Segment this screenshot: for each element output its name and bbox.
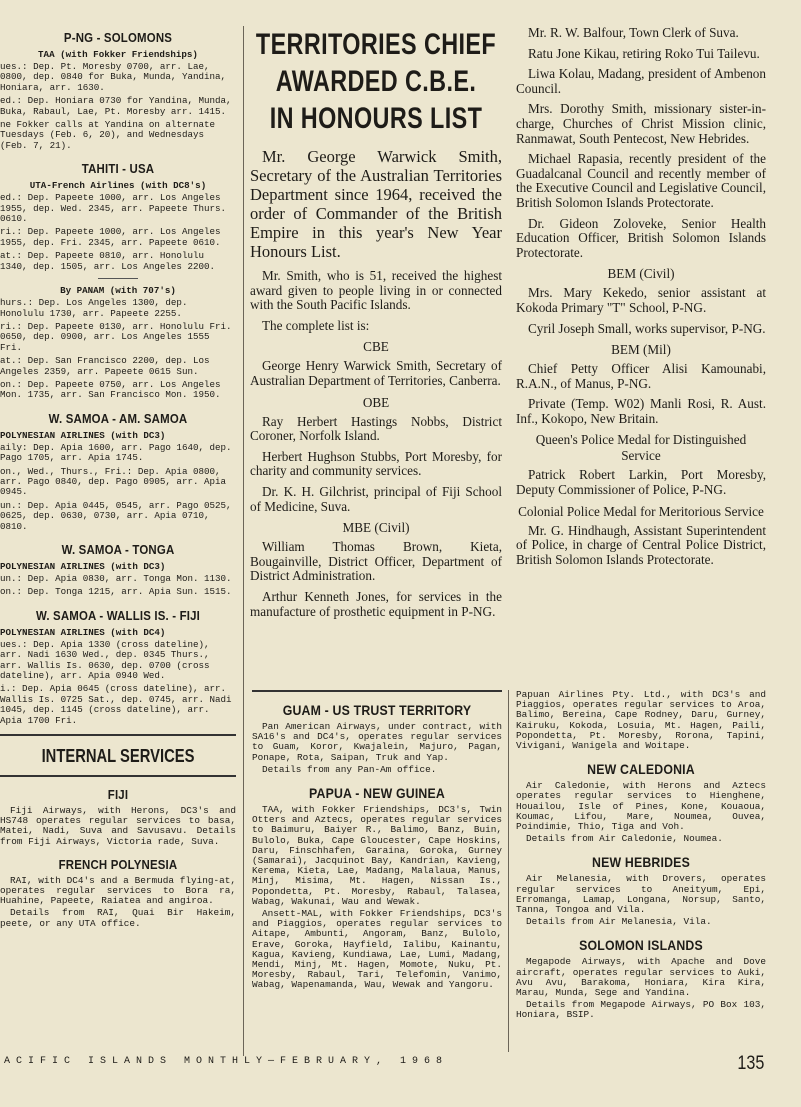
honour-entry: Michael Rapasia, recently president of the Guadalcanal Council and recently member of the Executive Council and Legislative Council, British Solomon Islands Protectorate.	[516, 151, 766, 210]
article-paragraph: Mr. Smith, who is 51, received the highest award given to people living in or connected with the South Pacific Islands.	[250, 268, 502, 313]
divider	[98, 278, 138, 279]
honour-entry: Chief Petty Officer Alisi Kamounabi, R.A.N., of Manus, P-NG.	[516, 361, 766, 391]
section-title-papua-new-guinea: PAPUA - NEW GUINEA	[309, 785, 445, 802]
honour-entry: Ratu Jone Kikau, retiring Roko Tui Tailevu.	[528, 45, 760, 61]
section-title-w-samoa-tonga: W. SAMOA - TONGA	[61, 542, 175, 557]
schedule-line: ed.: Dep. Papeete 1000, arr. Los Angeles 1955, dep. Wed. 2345, arr. Papeete Thurs. 0610.	[0, 192, 232, 225]
section-title-new-caledonia: NEW CALEDONIA	[587, 761, 695, 778]
running-footer: ACIFIC ISLANDS MONTHLY—FEBRUARY, 1968	[4, 1056, 449, 1067]
service-paragraph: Details from Air Melanesia, Vila.	[526, 916, 712, 928]
headline-line: TERRITORIES CHIEF	[255, 28, 497, 61]
service-paragraph: RAI, with DC4's and a Bermuda flying-at, operates regular services to Bora ra, Huahine, Papeete, Raiatea and angiroa.	[0, 874, 236, 907]
column-divider-bottom	[508, 690, 509, 1052]
service-paragraph: Ansett-MAL, with Fokker Friendships, DC3's and Piaggios, operates regular services to Aitape, Ambunti, Angoram, Banz, Bulolo, Erave, Goroka, Hayfield, Ialibu, Kainantu, Kagua, Kavieng, Kundiawa, Lae, Lumi, Madang, Mendi, Minj, Mt. Hagen, Momote, Nuku, Pt. Moresby, Rabaul, Tari, Telefomin, Vanimo, Wabag, Wapenamanda, Wau, Wewak and Yangoru.	[252, 908, 502, 991]
section-title-french-polynesia: FRENCH POLYNESIA	[58, 856, 178, 872]
service-paragraph: Pan American Airways, under contract, with SA16's and DC4's, operates regular services to Guam, Koror, Kwajalein, Majuro, Pagan, Ponape, Rota, Saipan, Truk and Yap.	[252, 721, 502, 763]
award-heading-mbe: MBE (Civil)	[342, 520, 410, 536]
rule	[0, 775, 236, 777]
honour-entry: Mrs. Mary Kekedo, senior assistant at Kokoda Primary "T" School, P-NG.	[516, 285, 766, 315]
schedule-line: at.: Dep. Papeete 0810, arr. Honolulu 1340, dep. 1505, arr. Los Angeles 2200.	[0, 250, 216, 272]
schedule-line: on.: Dep. Papeete 0750, arr. Los Angeles Mon. 1735, arr. San Francisco Mon. 1950.	[0, 378, 227, 401]
schedule-line: on.: Dep. Tonga 1215, arr. Apia Sun. 1515.	[0, 586, 232, 598]
honour-entry: Cyril Joseph Small, works supervisor, P-NG.	[528, 320, 766, 336]
airline-name: POLYNESIAN AIRLINES (with DC4)	[0, 626, 166, 638]
schedule-line: on., Wed., Thurs., Fri.: Dep. Apia 0800, arr. Pago 0840, dep. Pago 0905, arr. Apia 0945.	[0, 465, 232, 498]
honour-entry: Liwa Kolau, Madang, president of Ambenon Council.	[516, 66, 766, 96]
schedule-line: un.: Dep. Apia 0830, arr. Tonga Mon. 1130.	[0, 573, 232, 584]
honour-entry: Mrs. Dorothy Smith, missionary sister-in-charge, Churches of Christ Mission clinic, Ranmawat, South Pentecost, New Hebrides.	[516, 101, 766, 146]
schedule-line: ed.: Dep. Honiara 0730 for Yandina, Munda, Buka, Rabaul, Lae, Pt. Moresby arr. 1415.	[0, 95, 238, 117]
service-paragraph: Air Melanesia, with Drovers, operates regular services to Aneityum, Epi, Erromanga, Lamap, Longana, Norsup, Santo, Tanna, Tongoa and Vila.	[516, 873, 766, 916]
award-heading-obe: OBE	[362, 394, 390, 410]
service-paragraph: Air Caledonie, with Herons and Aztecs operates regular services to Hienghene, Houailou, Isle of Pines, Kone, Kouaoua, Koumac, Lifou, Mare, Noumea, Ouvea, Poindimie, Thio, Tiga and Voh.	[516, 780, 766, 833]
service-paragraph: Fiji Airways, with Herons, DC3's and HS748 operates regular services to basa, Matei, Nadi, Suva and Savusavu. Details from Fiji Airways, Victoria rade, Suva.	[0, 805, 236, 847]
schedule-line: i.: Dep. Apia 0645 (cross dateline), arr. Wallis Is. 0725 Sat., dep. 0745, arr. Nadi 1045, dep. 1145 (cross dateline), arr. Apia 1700 Fri.	[0, 683, 238, 726]
column-divider-left	[243, 26, 244, 1056]
services-column-right	[516, 690, 766, 1023]
article-lead: Mr. George Warwick Smith, Secretary of the Australian Territories Department since 1964, received the order of Commander of the British Empire in this year's New Year Honours List.	[250, 147, 502, 261]
airline-name: POLYNESIAN AIRLINES (with DC3)	[0, 429, 166, 441]
award-heading-cbe: CBE	[363, 339, 389, 355]
honour-entry: William Thomas Brown, Kieta, Bougainville, District Officer, Department of District Administration.	[250, 539, 502, 584]
page-number: 135	[737, 1053, 765, 1074]
schedule-line: at.: Dep. San Francisco 2200, dep. Los Angeles 2359, arr. Papeete 0615 Sun.	[0, 355, 216, 377]
honour-entry: Ray Herbert Hastings Nobbs, District Coroner, Norfolk Island.	[250, 413, 502, 444]
section-title-tahiti-usa: TAHITI - USA	[81, 161, 155, 177]
honour-entry: Herbert Hughson Stubbs, Port Moresby, for charity and community services.	[250, 448, 502, 479]
award-heading-bem-mil: BEM (Mil)	[611, 342, 671, 358]
service-paragraph: Details from any Pan-Am office.	[262, 763, 437, 775]
rule	[252, 690, 502, 692]
service-paragraph: Details from Megapode Airways, PO Box 103, Honiara, BSIP.	[516, 999, 766, 1021]
honour-entry: Mr. G. Hindhaugh, Assistant Superintendent of Police, in charge of Central Police District, British Solomon Islands Protectorate.	[516, 522, 766, 567]
service-paragraph: Details from RAI, Quai Bir Hakeim, peete, or any UTA office.	[0, 907, 236, 929]
section-title-fiji: FIJI	[107, 787, 129, 803]
headline-line: AWARDED C.B.E.	[275, 65, 477, 98]
honour-entry: Private (Temp. W02) Manli Rosi, R. Aust. Inf., Kokopo, New Britain.	[516, 396, 766, 426]
schedule-line: aily: Dep. Apia 1600, arr. Pago 1640, dep. Pago 1705, arr. Apia 1745.	[0, 441, 238, 464]
section-title-png-solomons: P-NG - SOLOMONS	[63, 30, 173, 45]
headline-line: IN HONOURS LIST	[269, 102, 483, 135]
article-column-continued	[516, 26, 766, 573]
schedule-line: ri.: Dep. Papeete 1000, arr. Los Angeles 1955, dep. Fri. 2345, arr. Papeete 0610.	[0, 226, 227, 248]
internal-services-heading: INTERNAL SERVICES	[41, 746, 195, 767]
services-column-middle	[252, 690, 502, 993]
airline-name: POLYNESIAN AIRLINES (with DC3)	[0, 561, 166, 572]
section-title-new-hebrides: NEW HEBRIDES	[592, 854, 690, 871]
schedule-line: ne Fokker calls at Yandina on alternate Tuesdays (Feb. 6, 20), and Wednesdays (Feb. 7, 21).	[0, 119, 221, 151]
schedule-line: ues.: Dep. Apia 1330 (cross dateline), arr. Nadi 1630 Wed., dep. 0345 Thurs., arr. Wallis Is. 0630, dep. 0700 (cross dateline), arr. Apia 0940 Wed.	[0, 638, 216, 682]
honour-entry: George Henry Warwick Smith, Secretary of Australian Department of Territories, Canberra.	[250, 358, 502, 388]
service-paragraph: Megapode Airways, with Apache and Dove aircraft, operates regular services to Auki, Avu Avu, Barakoma, Honiara, Kira Kira, Marau, Munda, Sege and Yandina.	[516, 956, 766, 999]
airline-name: TAA (with Fokker Friendships)	[38, 49, 198, 60]
honour-entry: Dr. K. H. Gilchrist, principal of Fiji School of Medicine, Suva.	[250, 483, 502, 514]
honour-entry: Dr. Gideon Zoloveke, Senior Health Education Officer, British Solomon Islands Protectorate.	[516, 215, 766, 260]
schedule-line: hurs.: Dep. Los Angeles 1300, dep. Honolulu 1730, arr. Papeete 2255.	[0, 297, 193, 319]
article-column	[250, 26, 502, 625]
article-headline	[254, 26, 497, 137]
award-heading-bem-civil: BEM (Civil)	[607, 266, 675, 282]
award-heading-cpm: Colonial Police Medal for Meritorious Service	[518, 503, 764, 519]
section-title-guam: GUAM - US TRUST TERRITORY	[282, 702, 472, 718]
section-title-w-samoa-wallis-fiji: W. SAMOA - WALLIS IS. - FIJI	[35, 607, 201, 623]
schedule-line: ues.: Dep. Pt. Moresby 0700, arr. Lae, 0800, dep. 0840 for Buka, Munda, Yandina, Honiara, arr. 1630.	[0, 61, 232, 93]
honour-entry: Patrick Robert Larkin, Port Moresby, Deputy Commissioner of Police, P-NG.	[516, 467, 766, 498]
left-column	[0, 30, 236, 931]
section-title-w-samoa-am-samoa: W. SAMOA - AM. SAMOA	[48, 410, 188, 426]
schedule-line: un.: Dep. Apia 0445, 0545, arr. Pago 0525, 0625, dep. 0630, 0730, arr. Apia 0710, 0810.	[0, 499, 238, 532]
service-paragraph: TAA, with Fokker Friendships, DC3's, Twin Otters and Aztecs, operates regular services to Baimuru, Baiyer R., Balimo, Banz, Buin, Bulolo, Buka, Cape Gloucester, Cape Hoskins, Daru, Finschhafen, Garaina, Goroka, Gurney (Samarai), Jacquinot Bay, Kandrian, Kavieng, Kerema, Kieta, Lae, Madang, Malalaua, Manus, Minj, Misima, Mt. Hagen, Nissan Is., Popondetta, Pt. Moresby, Rabaul, Talasea, Wabag, Wakunai, Wau and Wewak.	[252, 804, 502, 907]
airline-name: UTA-French Airlines (with DC8's)	[29, 180, 207, 192]
honour-entry: Arthur Kenneth Jones, for services in the manufacture of prosthetic equipment in P-NG.	[250, 588, 502, 619]
article-paragraph: The complete list is:	[262, 317, 370, 333]
award-heading-qpm: Queen's Police Medal for Distinguished Service	[535, 432, 747, 464]
service-paragraph: Details from Air Caledonie, Noumea.	[526, 833, 723, 845]
honour-entry: Mr. R. W. Balfour, Town Clerk of Suva.	[528, 25, 739, 40]
service-paragraph: Papuan Airlines Pty. Ltd., with DC3's and Piaggios, operates regular services to Aroa, Balimo, Bereina, Cape Rodney, Daru, Gurney, Kairuku, Kokoda, Losuia, Mt. Hagen, Paili, Popondetta, Pt. Moresby, Rorona, Tapini, Vivigani, Wanigela and Woitape.	[516, 689, 766, 752]
schedule-line: ri.: Dep. Papeete 0130, arr. Honolulu Fri. 0650, dep. 0900, arr. Los Angeles 1555 Fri.	[0, 320, 238, 353]
airline-name: By PANAM (with 707's)	[60, 285, 176, 297]
section-title-solomon-islands: SOLOMON ISLANDS	[579, 937, 703, 954]
